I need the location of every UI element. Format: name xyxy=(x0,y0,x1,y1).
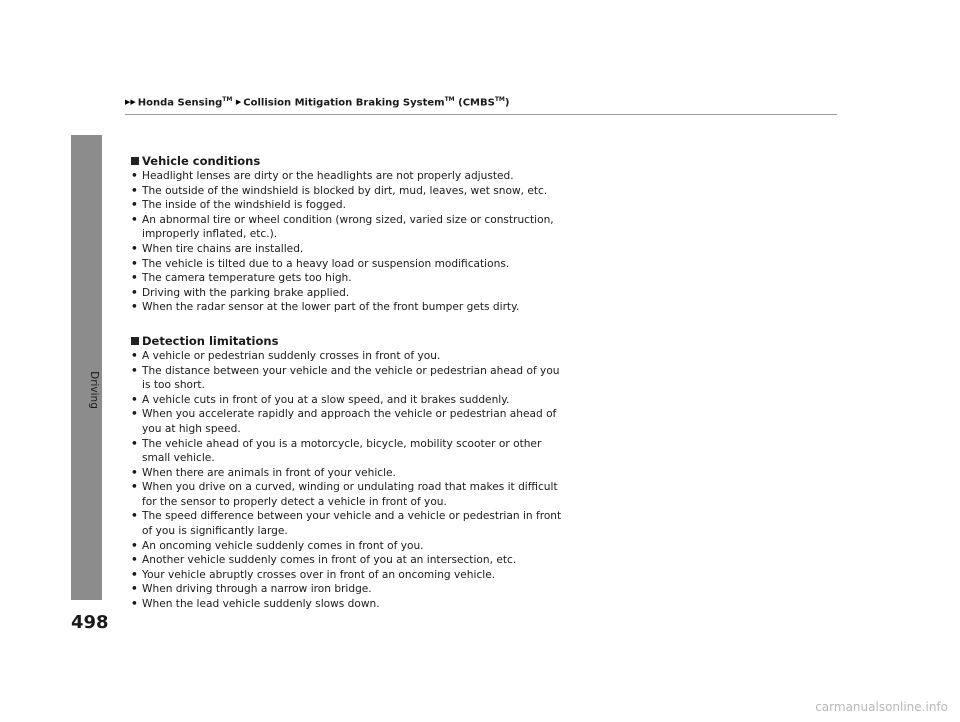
sidebar-tab xyxy=(71,135,102,600)
list-item: • A vehicle cuts in front of you at a slow speed, and it brakes suddenly. xyxy=(131,393,571,408)
breadcrumb-cmbs-close: ) xyxy=(504,97,510,109)
bullet-list xyxy=(131,349,571,612)
section-heading xyxy=(131,333,571,349)
list-item: • When tire chains are installed. xyxy=(131,242,571,257)
list-item: • The distance between your vehicle and the vehicle or pedestrian ahead of you is too short. xyxy=(131,364,571,393)
section-title: Detection limitations xyxy=(142,333,279,348)
square-bullet-icon xyxy=(131,337,139,345)
list-item: • An oncoming vehicle suddenly comes in front of you. xyxy=(131,539,571,554)
trademark-mark: TM xyxy=(444,96,455,103)
square-bullet-icon xyxy=(131,157,139,165)
list-item: • The speed difference between your vehicle and a vehicle or pedestrian in front of you is significantly large. xyxy=(131,509,571,538)
list-item: • Headlight lenses are dirty or the headlights are not properly adjusted. xyxy=(131,169,571,184)
list-item: • The vehicle is tilted due to a heavy load or suspension modifications. xyxy=(131,257,571,272)
breadcrumb-item-cmbs[interactable]: Collision Mitigation Braking System xyxy=(243,97,445,109)
list-item: • When the radar sensor at the lower part of the front bumper gets dirty. xyxy=(131,300,571,315)
list-item: • The outside of the windshield is blocked by dirt, mud, leaves, wet snow, etc. xyxy=(131,184,571,199)
list-item: • A vehicle or pedestrian suddenly crosses in front of you. xyxy=(131,349,571,364)
breadcrumb-arrow-icon: ▶ xyxy=(235,98,242,107)
trademark-mark: TM xyxy=(494,96,505,103)
main-content xyxy=(131,153,571,630)
list-item: • Another vehicle suddenly comes in front of you at an intersection, etc. xyxy=(131,553,571,568)
list-item: • When there are animals in front of your vehicle. xyxy=(131,466,571,481)
breadcrumb-cmbs-open: (CMBS xyxy=(454,97,495,109)
list-item: • When you accelerate rapidly and approach the vehicle or pedestrian ahead of you at high speed. xyxy=(131,407,571,436)
list-item: • Your vehicle abruptly crosses over in front of an oncoming vehicle. xyxy=(131,568,571,583)
trademark-mark: TM xyxy=(222,96,233,103)
bullet-list xyxy=(131,169,571,315)
watermark: carmanualsonline.info xyxy=(815,700,948,714)
breadcrumb-item-honda-sensing[interactable]: Honda Sensing xyxy=(137,97,223,109)
page-number: 498 xyxy=(71,612,109,633)
list-item: • The camera temperature gets too high. xyxy=(131,271,571,286)
breadcrumb xyxy=(125,96,509,108)
header-divider xyxy=(125,114,837,115)
list-item: • When driving through a narrow iron bridge. xyxy=(131,582,571,597)
sidebar-section-label: Driving xyxy=(88,371,100,409)
list-item: • When the lead vehicle suddenly slows down. xyxy=(131,597,571,612)
section-detection-limitations xyxy=(131,333,571,612)
list-item: • When you drive on a curved, winding or undulating road that makes it difficult for the sensor to properly detect a vehicle in front of you. xyxy=(131,480,571,509)
section-title: Vehicle conditions xyxy=(142,154,261,168)
list-item: • An abnormal tire or wheel condition (wrong sized, varied size or construction, improperly inflated, etc.). xyxy=(131,213,571,242)
section-heading xyxy=(131,153,571,169)
list-item: • The vehicle ahead of you is a motorcycle, bicycle, mobility scooter or other small vehicle. xyxy=(131,437,571,466)
section-vehicle-conditions xyxy=(131,153,571,315)
list-item: • The inside of the windshield is fogged. xyxy=(131,198,571,213)
list-item: • Driving with the parking brake applied. xyxy=(131,286,571,301)
breadcrumb-arrow-icon: ▶▶ xyxy=(125,98,136,107)
